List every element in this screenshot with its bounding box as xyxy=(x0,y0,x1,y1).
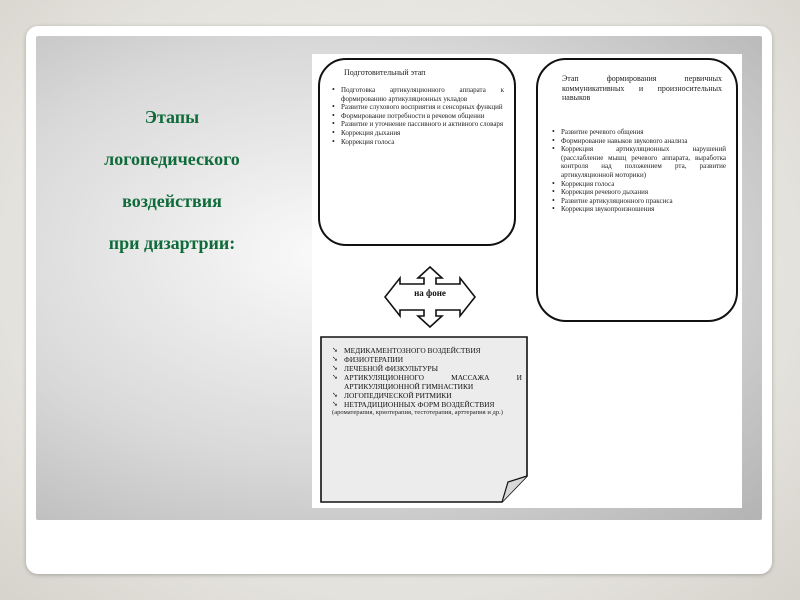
list-item: ➘ ФИЗИОТЕРАПИИ xyxy=(332,355,522,364)
formation-stage-heading: Этап формирования первичных коммуникативных и произносительных навыков xyxy=(562,74,722,102)
list-item: • Коррекция артикуляционных нарушений (расслабление мышц речевого аппарата, выработка контроля над положением рта, развитие артикуляционной моторики) xyxy=(552,145,726,179)
list-item: • Развитие слухового восприятия и сенсорных функций xyxy=(332,103,504,112)
list-item: • Коррекция звукопроизношения xyxy=(552,205,726,214)
list-item: • Развитие речевого общения xyxy=(552,128,726,137)
title-line-2: логопедического xyxy=(104,149,240,169)
background-methods-list xyxy=(332,346,522,409)
list-item: • Формирование навыков звукового анализа xyxy=(552,137,726,146)
four-way-arrow xyxy=(384,266,476,328)
arrow-label: на фоне xyxy=(414,288,446,298)
list-item: ➘ МЕДИКАМЕНТОЗНОГО ВОЗДЕЙСТВИЯ xyxy=(332,346,522,355)
formation-stage-box xyxy=(536,58,738,322)
list-item: ➘ АРТИКУЛЯЦИОННОГО МАССАЖА И АРТИКУЛЯЦИОННОЙ ГИМНАСТИКИ xyxy=(332,373,522,391)
list-item: • Развитие артикуляционного праксиса xyxy=(552,197,726,206)
list-item: ➘ НЕТРАДИЦИОННЫХ ФОРМ ВОЗДЕЙСТВИЯ xyxy=(332,400,522,409)
note-examples: (ароматерапия, криотерапия, тестотерапия, арттерапия и др.) xyxy=(332,409,503,416)
preparatory-stage-heading: Подготовительный этап xyxy=(344,68,426,77)
list-item: • Коррекция дыхания xyxy=(332,129,504,138)
background-methods-note xyxy=(320,336,528,504)
list-item: • Коррекция речевого дыхания xyxy=(552,188,726,197)
preparatory-stage-box xyxy=(318,58,516,246)
title-line-1: Этапы xyxy=(144,107,200,127)
title-line-4: при дизартрии: xyxy=(108,233,236,253)
preparatory-stage-list xyxy=(332,86,504,146)
list-item: • Коррекция голоса xyxy=(332,138,504,147)
list-item: • Формирование потребности в речевом общении xyxy=(332,112,504,121)
note-content xyxy=(332,346,522,417)
diagram-area xyxy=(312,54,742,508)
list-item: • Коррекция голоса xyxy=(552,180,726,189)
list-item: ➘ ЛЕЧЕБНОЙ ФИЗКУЛЬТУРЫ xyxy=(332,364,522,373)
list-item: • Развитие и уточнение пассивного и активного словаря xyxy=(332,120,504,129)
list-item: ➘ ЛОГОПЕДИЧЕСКОЙ РИТМИКИ xyxy=(332,391,522,400)
formation-stage-list xyxy=(552,128,726,214)
list-item: • Подготовка артикуляционного аппарата к формированию артикуляционных укладов xyxy=(332,86,504,103)
title-line-3: воздействия xyxy=(122,191,222,211)
slide-title xyxy=(52,96,292,264)
